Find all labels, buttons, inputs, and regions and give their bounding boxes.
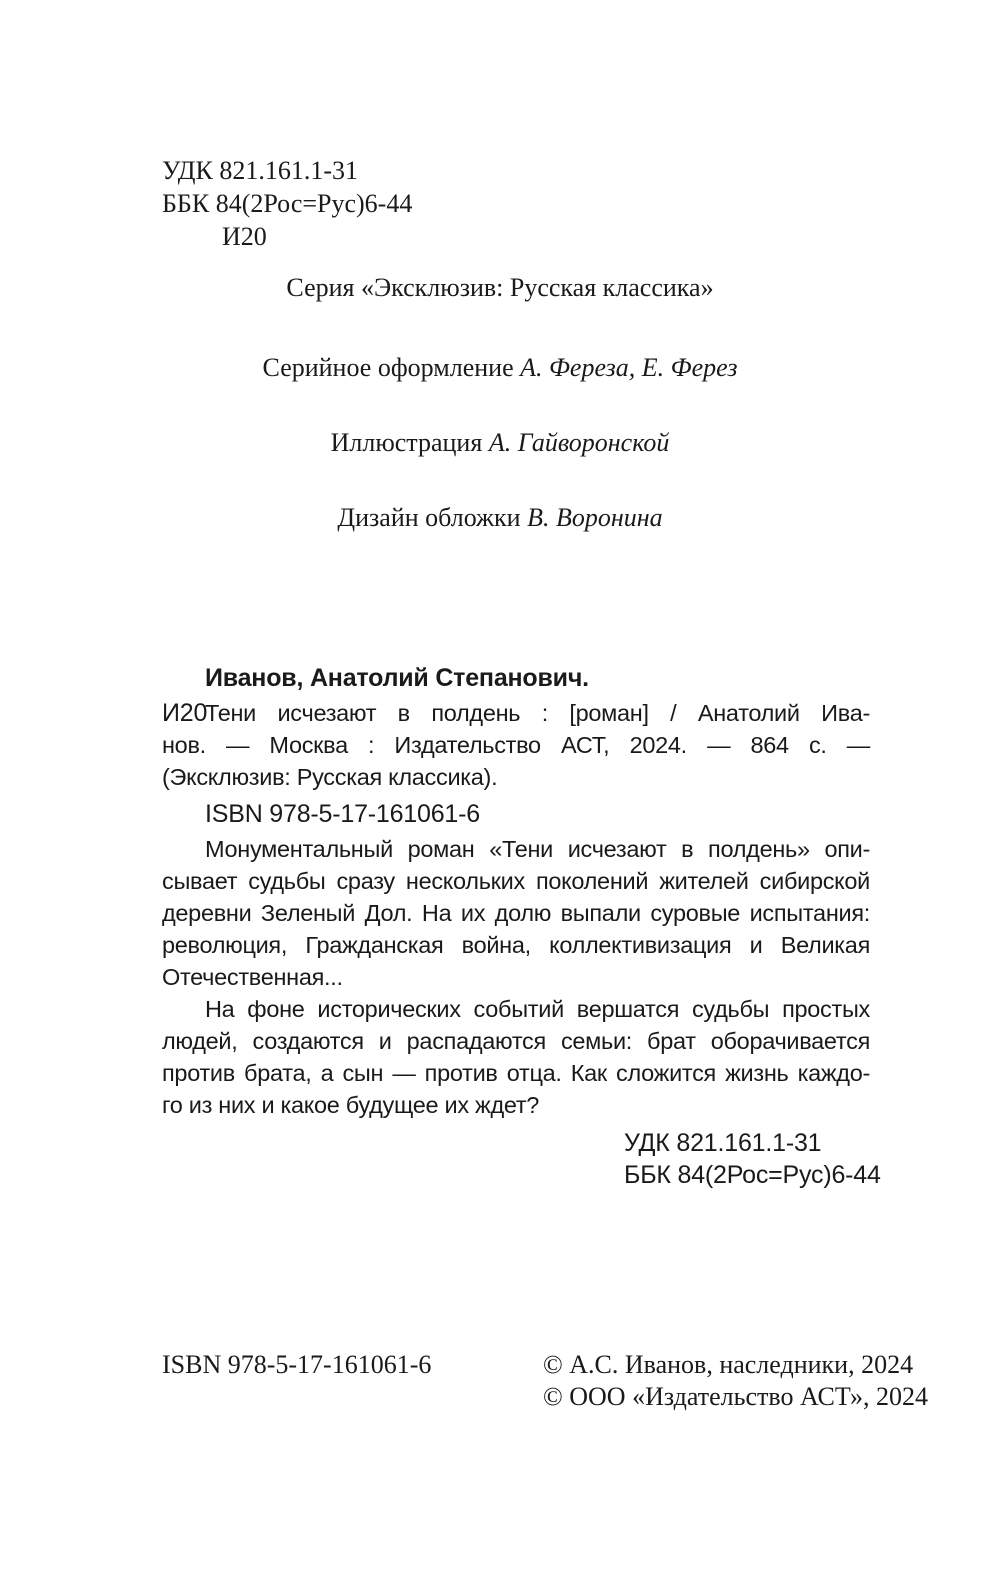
annotation-line: революция, Гражданская война, коллективизация и Великая xyxy=(162,932,870,958)
author-sign: И20 xyxy=(222,222,267,251)
annotation-line: против брата, а сын — против отца. Как сложится жизнь каждо- xyxy=(162,1060,870,1086)
cover-design-label: Дизайн обложки xyxy=(337,503,521,532)
illustration-name: А. Гайворонской xyxy=(488,428,670,457)
record-isbn: ISBN 978-5-17-161061-6 xyxy=(205,800,480,828)
series-design-label: Серийное оформление xyxy=(262,353,514,382)
record-bib-line: Тени исчезают в полдень : [роман] / Анатолий Ива- xyxy=(205,700,870,726)
series-design-names: А. Фереза, Е. Ферез xyxy=(520,353,738,382)
annotation-line: го из них и какое будущее их ждет? xyxy=(162,1092,540,1118)
cover-design-name: В. Воронина xyxy=(527,503,663,532)
record-bib-line: нов. — Москва : Издательство АСТ, 2024. — 864 с. — xyxy=(162,732,870,758)
record-bbk: ББК 84(2Рос=Рус)6-44 xyxy=(624,1161,881,1189)
cover-design-credit xyxy=(0,502,1000,534)
annotation-line: сывает судьбы сразу нескольких поколений жителей сибирской xyxy=(162,868,870,894)
annotation-line: На фоне исторических событий вершатся судьбы простых xyxy=(205,996,870,1022)
annotation-line: деревни Зеленый Дол. На их долю выпали суровые испытания: xyxy=(162,900,870,926)
bbk-code: ББК 84(2Рос=Рус)6-44 xyxy=(162,189,413,218)
udk-code: УДК 821.161.1-31 xyxy=(162,156,359,185)
record-udk: УДК 821.161.1-31 xyxy=(624,1129,822,1157)
copyright-publisher: © ООО «Издательство АСТ», 2024 xyxy=(543,1382,929,1411)
illustration-credit xyxy=(0,427,1000,459)
illustration-label: Иллюстрация xyxy=(330,428,483,457)
copyright-author: © А.С. Иванов, наследники, 2024 xyxy=(543,1350,914,1379)
record-bib-line: (Эксклюзив: Русская классика). xyxy=(162,764,498,790)
footer-isbn: ISBN 978-5-17-161061-6 xyxy=(162,1350,432,1379)
annotation-line: Монументальный роман «Тени исчезают в полдень» опи- xyxy=(205,836,870,862)
record-author-heading: Иванов, Анатолий Степанович. xyxy=(205,664,589,692)
record-sign: И20 xyxy=(162,699,208,727)
series-title: Серия «Эксклюзив: Русская классика» xyxy=(286,273,714,302)
series-design-credit xyxy=(0,352,1000,384)
annotation-line: людей, создаются и распадаются семьи: брат оборачивается xyxy=(162,1028,870,1054)
annotation-line: Отечественная... xyxy=(162,964,343,990)
